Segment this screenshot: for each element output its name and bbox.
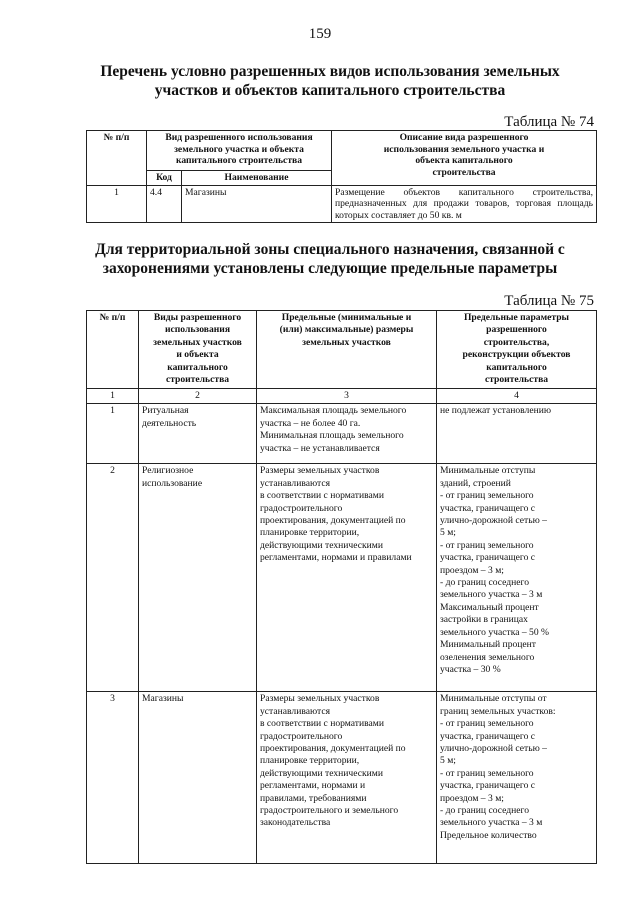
header-line: реконструкции объектов [462, 349, 571, 361]
cell-line: участка – не более 40 га. [260, 417, 361, 429]
cell-line: не подлежат установлению [440, 405, 552, 417]
heading-line: Перечень условно разрешенных видов использования земельных [100, 63, 560, 80]
header-sizes [257, 311, 437, 389]
cell-line: Максимальная площадь земельного [260, 405, 407, 417]
header-line: капитального строительства [175, 155, 303, 166]
cell-params [437, 692, 597, 864]
cell-line: Предельное количество [440, 829, 537, 841]
table-row [87, 692, 597, 864]
header-line: и объекта [176, 349, 219, 361]
cell-line: земельного участка – 50 % [440, 626, 550, 638]
cell-line: Максимальный процент [440, 601, 539, 613]
cell-line: - до границ соседнего [440, 805, 530, 817]
heading-zone-parameters [60, 240, 600, 278]
header-line: разрешенного [486, 324, 547, 336]
heading-conditional-uses [70, 62, 590, 100]
cell-line: участка, граничащего с [440, 502, 536, 514]
page-number: 159 [308, 26, 332, 42]
cell-line: - до границ соседнего [440, 577, 530, 589]
cell-line: действующими техническими [260, 539, 383, 551]
cell-line: участка, граничащего с [440, 552, 536, 564]
cell-line: - от границ земельного [440, 767, 534, 779]
table-74 [86, 130, 597, 223]
cell-num: 1 [87, 185, 147, 223]
cell-line: Минимальные отступы [440, 465, 536, 477]
table-row [87, 185, 597, 223]
heading-line: захоронениями установлены следующие предельные параметры [102, 260, 558, 277]
cell-line: регламентами, нормами и правилами [260, 552, 412, 564]
cell-line: правилами, требованиями [260, 792, 367, 804]
cell-line: земельного участка – 3 м [440, 817, 543, 829]
heading-line: участков и объектов капитального строительства [154, 82, 506, 99]
cell-line: проездом – 3 м; [440, 564, 504, 576]
cell-kind [139, 404, 257, 464]
table-75 [86, 310, 597, 864]
header-line: земельных участков [153, 336, 242, 348]
cell-line: проектирования, документацией по [260, 515, 406, 527]
cell-line: использование [142, 477, 203, 489]
header-line: Описание вида разрешенного [399, 132, 529, 143]
heading-line: Для территориальной зоны специального назначения, связанной с [95, 241, 565, 258]
header-kinds [139, 311, 257, 389]
header-num: № п/п [87, 311, 139, 389]
cell-line: 5 м; [440, 755, 456, 767]
table-row [87, 404, 597, 464]
cell-num: 1 [87, 404, 139, 464]
header-line: земельного участка и объекта [174, 143, 304, 155]
cell-line: Минимальный процент [440, 639, 537, 651]
cell-line: - от границ земельного [440, 718, 534, 730]
cell-line: Размеры земельных участков [260, 465, 380, 477]
column-number: 1 [87, 389, 139, 404]
header-name: Наименование [182, 171, 332, 186]
cell-line: действующими техническими [260, 767, 383, 779]
cell-line: - от границ земельного [440, 539, 534, 551]
header-code: Код [147, 171, 182, 186]
header-line: (или) максимальные) размеры [279, 324, 414, 336]
cell-line: улично-дорожной сетью – [440, 515, 547, 527]
header-line: объекта капитального [415, 155, 513, 166]
cell-sizes [257, 404, 437, 464]
header-line: капитального [167, 361, 228, 373]
cell-line: Ритуальная [142, 405, 189, 417]
table-74-caption: Таблица № 74 [504, 114, 594, 130]
cell-line: земельного участка – 3 м [440, 589, 543, 601]
cell-params [437, 404, 597, 464]
cell-line: границ земельных участков: [440, 705, 556, 717]
header-line: строительства [165, 374, 230, 386]
cell-line: Минимальная площадь земельного [260, 430, 404, 442]
column-number: 2 [139, 389, 257, 404]
cell-line: Религиозное [142, 465, 194, 477]
cell-params [437, 464, 597, 692]
cell-line: проездом – 3 м; [440, 792, 504, 804]
cell-line: градостроительного [260, 502, 343, 514]
table-75-caption: Таблица № 75 [504, 293, 594, 309]
header-kind [147, 131, 332, 171]
cell-line: планировке территории, [260, 755, 360, 767]
cell-line: - от границ земельного [440, 490, 534, 502]
cell-sizes [257, 692, 437, 864]
header-line: Виды разрешенного [153, 312, 242, 323]
cell-num: 2 [87, 464, 139, 692]
cell-line: участка – 30 % [440, 663, 501, 675]
cell-kind [139, 692, 257, 864]
cell-line: застройки в границах [440, 614, 528, 626]
cell-name: Магазины [182, 185, 332, 223]
header-line: строительства [432, 166, 496, 178]
cell-line: в соответствии с нормативами [260, 490, 384, 502]
cell-line: участка – не устанавливается [260, 442, 380, 454]
header-line: строительства [484, 374, 549, 386]
cell-line: градостроительного [260, 730, 343, 742]
cell-line: улично-дорожной сетью – [440, 743, 547, 755]
header-line: использования земельного участка и [383, 143, 545, 155]
column-number: 3 [257, 389, 437, 404]
cell-sizes [257, 464, 437, 692]
cell-kind [139, 464, 257, 692]
cell-code: 4.4 [147, 185, 182, 223]
header-line: капитального [486, 361, 547, 373]
cell-line: устанавливаются [260, 477, 331, 489]
cell-line: планировке территории, [260, 527, 360, 539]
cell-line: регламентами, нормами и [260, 780, 366, 792]
header-description [332, 131, 597, 186]
cell-line: Размеры земельных участков [260, 693, 380, 705]
header-line: строительства, [483, 336, 550, 348]
cell-line: законодательства [260, 817, 331, 829]
cell-line: участка, граничащего с [440, 780, 536, 792]
cell-description: Размещение объектов капитального строительства, предназначенных для продажи товаров, торговая площадь которых составляет до 50 кв. м [332, 185, 597, 223]
column-number: 4 [437, 389, 597, 404]
cell-num: 3 [87, 692, 139, 864]
cell-line: устанавливаются [260, 705, 331, 717]
cell-line: Магазины [142, 693, 184, 705]
cell-line: деятельность [142, 417, 197, 429]
header-line: использования [164, 324, 231, 336]
header-params [437, 311, 597, 389]
cell-line: 5 м; [440, 527, 456, 539]
cell-line: проектирования, документацией по [260, 743, 406, 755]
cell-line: озеленения земельного [440, 651, 535, 663]
cell-line: участка, граничащего с [440, 730, 536, 742]
header-line: Вид разрешенного использования [165, 132, 313, 143]
cell-line: Минимальные отступы от [440, 693, 547, 705]
column-number-row [87, 389, 597, 404]
cell-line: в соответствии с нормативами [260, 718, 384, 730]
header-line: земельных участков [302, 336, 391, 348]
header-line: Предельные (минимальные и [281, 312, 412, 323]
header-num: № п/п [87, 131, 147, 186]
cell-line: зданий, строений [440, 477, 511, 489]
table-row [87, 464, 597, 692]
header-line: Предельные параметры [463, 312, 570, 323]
cell-line: градостроительного и земельного [260, 805, 399, 817]
